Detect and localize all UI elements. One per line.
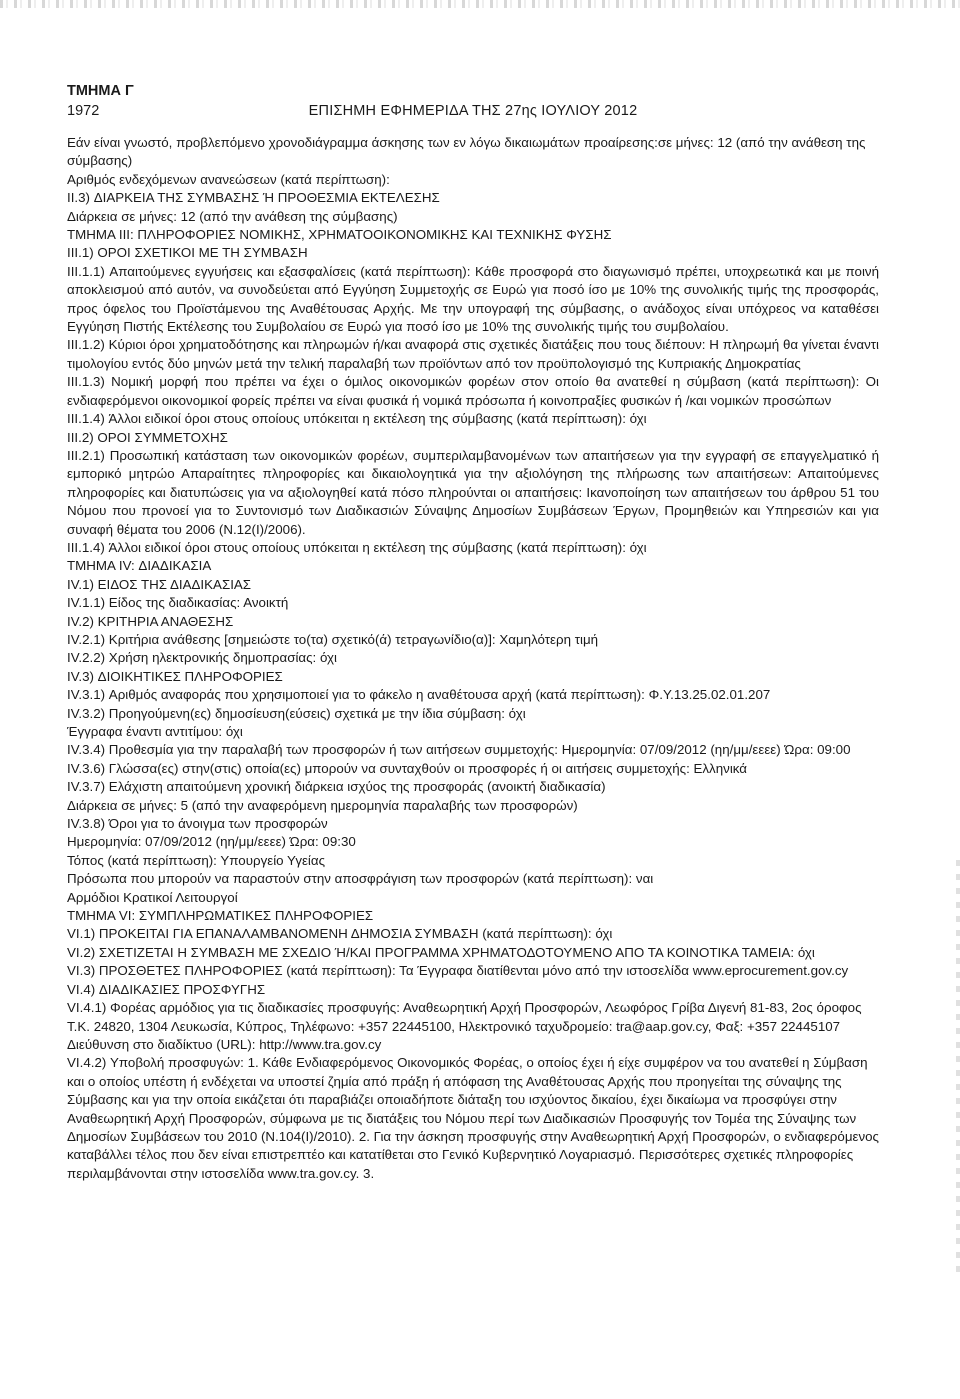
- paragraph: III.1) ΟΡΟΙ ΣΧΕΤΙΚΟΙ ΜΕ ΤΗ ΣΥΜΒΑΣΗ: [67, 245, 308, 261]
- paragraph: VI.4) ΔΙΑΔΙΚΑΣΙΕΣ ΠΡΟΣΦΥΓΗΣ: [67, 981, 266, 997]
- paragraph: ΤΜΗΜΑ IV: ΔΙΑΔΙΚΑΣΙΑ: [67, 558, 212, 574]
- paragraph: Αρμόδιοι Κρατικοί Λειτουργοί: [67, 889, 238, 905]
- paragraph: IV.3.1) Αριθμός αναφοράς που χρησιμοποιεί για το φάκελο η αναθέτουσα αρχή (κατά περίπτωση): Φ.Υ.13.25.02.01.207: [67, 687, 771, 703]
- paragraph: IV.2.1) Κριτήρια ανάθεσης [σημειώστε το(τα) σχετικό(ά) τετραγωνίδιο(α)]: Χαμηλότερη τιμή: [67, 631, 599, 647]
- paragraph: Εάν είναι γνωστό, προβλεπόμενο χρονοδιάγραμμα άσκησης των εν λόγω δικαιωμάτων προαίρεσης:σε μήνες: 12 (από την ανάθεση της σύμβασης): [67, 135, 866, 169]
- paragraph: IV.3.7) Ελάχιστη απαιτούμενη χρονική διάρκεια ισχύος της προσφοράς (ανοικτή διαδικασία): [67, 779, 606, 795]
- paragraph: III.2) ΟΡΟΙ ΣΥΜΜΕΤΟΧΗΣ: [67, 429, 228, 445]
- paragraph: III.1.3) Νομική μορφή που πρέπει να έχει ο όμιλος οικονομικών φορέων στον οποίο θα ανατεθεί η σύμβαση (κατά περίπτωση): Οι ενδιαφερόμενοι οικονομικοί φορείς πρέπει να είναι φυσικά ή νομικά πρόσωπα ή κοινοπραξίες φυσικών ή /και νομικών προσώπων: [67, 374, 879, 408]
- page-number: 1972: [67, 103, 100, 119]
- running-header: [67, 100, 879, 122]
- paragraph: VI.3) ΠΡΟΣΘΕΤΕΣ ΠΛΗΡΟΦΟΡΙΕΣ (κατά περίπτωση): Τα Έγγραφα διατίθενται μόνο από την ιστοσελίδα www.eprocurement.gov.cy: [67, 963, 849, 979]
- paragraph: ΤΜΗΜΑ VI: ΣΥΜΠΛΗΡΩΜΑΤΙΚΕΣ ΠΛΗΡΟΦΟΡΙΕΣ: [67, 908, 374, 924]
- paragraph: IV.1) ΕΙΔΟΣ ΤΗΣ ΔΙΑΔΙΚΑΣΙΑΣ: [67, 576, 252, 592]
- paragraph: IV.3) ΔΙΟΙΚΗΤΙΚΕΣ ΠΛΗΡΟΦΟΡΙΕΣ: [67, 668, 283, 684]
- paragraph: IV.3.4) Προθεσμία για την παραλαβή των προσφορών ή των αιτήσεων συμμετοχής: Ημερομηνία: 07/09/2012 (ηη/μμ/εεεε) Ώρα: 09:00: [67, 742, 851, 758]
- paragraph: Αριθμός ενδεχόμενων ανανεώσεων (κατά περίπτωση):: [67, 171, 390, 187]
- paragraph: IV.3.6) Γλώσσα(ες) στην(στις) οποία(ες) μπορούν να συνταχθούν οι προσφορές ή οι αιτήσεις συμμετοχής: Ελληνικά: [67, 760, 748, 776]
- paragraph: IV.2.2) Χρήση ηλεκτρονικής δημοπρασίας: όχι: [67, 650, 338, 666]
- journal-title: ΕΠΙΣΗΜΗ ΕΦΗΜΕΡΙΔΑ ΤΗΣ 27ης ΙΟΥΛΙΟΥ 2012: [308, 103, 638, 119]
- paragraph: Διάρκεια σε μήνες: 12 (από την ανάθεση της σύμβασης): [67, 208, 398, 224]
- paragraph: IV.3.8) Όροι για το άνοιγμα των προσφορών: [67, 816, 328, 832]
- paragraph: Ημερομηνία: 07/09/2012 (ηη/μμ/εεεε) Ώρα: 09:30: [67, 834, 356, 850]
- paragraph: II.3) ΔΙΑΡΚΕΙΑ ΤΗΣ ΣΥΜΒΑΣΗΣ Ή ΠΡΟΘΕΣΜΙΑ ΕΚΤΕΛΕΣΗΣ: [67, 190, 440, 206]
- paragraph: Έγγραφα έναντι αντιτίμου: όχι: [67, 724, 243, 739]
- scan-noise-top: [0, 0, 960, 8]
- paragraph: III.2.1) Προσωπική κατάσταση των οικονομικών φορέων, συμπεριλαμβανομένων των απαιτήσεων για την εγγραφή σε επαγγελματικό ή εμπορικό μητρώο Απαραίτητες πληροφορίες και δικαιολογητικά για την αξιολόγηση της πλήρωσης των απαιτήσεων: Απαιτούμενες πληροφορίες και διατυπώσεις για να αξιολογηθεί κατά πόσο πληρούνται οι απαιτήσεις: Ικανοποίηση των απαιτήσεων του άρθρου 51 του Νόμου που προνοεί για το Συντονισμό των Διαδικασιών Σύναψης Δημοσίων Συμβάσεων Έργων, Προμηθειών και Υπηρεσιών και για συναφή θέματα του 2006 (Ν.12(Ι)/2006).: [67, 447, 879, 537]
- paragraph: VI.4.2) Υποβολή προσφυγών: 1. Κάθε Ενδιαφερόμενος Οικονομικός Φορέας, ο οποίος έχει ή είχε συμφέρον να του ανατεθεί η Σύμβαση και ο οποίος υπέστη ή ενδέχεται να υποστεί ζημία από πράξη ή απόφαση της Αναθέτουσας Αρχής που προηγείται της σύναψης της Σύμβασης και για την οποία εικάζεται ότι παραβιάζει οποιαδήποτε διάταξη του ισχύοντος δικαίου, έχει δικαίωμα να προσφύγει στην Αναθεωρητική Αρχή Προσφορών, σύμφωνα με τις διατάξεις του Νόμου περί των Διαδικασιών Προσφυγής τον Τομέα της Σύναψης των Δημοσίων Συμβάσεων του 2010 (Ν.104(Ι)/2010). 2. Για την άσκηση προσφυγής στην Αναθεωρητική Αρχή Προσφορών, ο ενδιαφερόμενος καταβάλλει τέλος που δεν είναι επιστρεπτέο και κατατίθεται στο Γενικό Κυβερνητικό Λογαριασμό. Περισσότερες σχετικές πληροφορίες περιλαμβάνονται στην ιστοσελίδα www.tra.gov.cy. 3.: [67, 1055, 879, 1181]
- paragraph: VI.1) ΠΡΟΚΕΙΤΑΙ ΓΙΑ ΕΠΑΝΑΛΑΜΒΑΝΟΜΕΝΗ ΔΗΜΟΣΙΑ ΣΥΜΒΑΣΗ (κατά περίπτωση): όχι: [67, 926, 613, 942]
- gazette-page: [67, 82, 879, 1183]
- paragraph: Διάρκεια σε μήνες: 5 (από την αναφερόμενη ημερομηνία παραλαβής των προσφορών): [67, 797, 578, 813]
- paragraph: VI.2) ΣΧΕΤΙΖΕΤΑΙ Η ΣΥΜΒΑΣΗ ΜΕ ΣΧΕΔΙΟ Ή/ΚΑΙ ΠΡΟΓΡΑΜΜΑ ΧΡΗΜΑΤΟΔΟΤΟΥΜΕΝΟ ΑΠΟ ΤΑ ΚΟΙΝΟΤΙΚΑ ΤΑΜΕΙΑ: όχι: [67, 944, 815, 960]
- section-label: ΤΜΗΜΑ Γ: [67, 83, 134, 99]
- paragraph: VI.4.1) Φορέας αρμόδιος για τις διαδικασίες προσφυγής: Αναθεωρητική Αρχή Προσφορών, Λεωφόρος Γρίβα Διγενή 81-83, 2ος όροφος Τ.Κ. 24820, 1304 Λευκωσία, Κύπρος, Τηλέφωνο: +357 22445100, Ηλεκτρονικό ταχυδρομείο: tra@aap.gov.cy, Φαξ: +357 22445107: [67, 1000, 862, 1034]
- paragraph: III.1.2) Κύριοι όροι χρηματοδότησης και πληρωμών ή/και αναφορά στις σχετικές διατάξεις που τους διέπουν: Η πληρωμή θα γίνεται έναντι τιμολογίου εντός δύο μηνών μετά την τελική παραλαβή των προϊόντων από τον προϋπολογισμό της Κυπριακής Δημοκρατίας: [67, 337, 879, 371]
- paragraph: Διεύθυνση στο διαδίκτυο (URL): http://www.tra.gov.cy: [67, 1036, 382, 1052]
- paragraph: Τόπος (κατά περίπτωση): Υπουργείο Υγείας: [67, 852, 326, 868]
- scan-noise-right: [956, 860, 960, 1280]
- paragraph: Πρόσωπα που μπορούν να παραστούν στην αποσφράγιση των προσφορών (κατά περίπτωση): ναι: [67, 871, 654, 887]
- paragraph: III.1.4) Άλλοι ειδικοί όροι στους οποίους υπόκειται η εκτέλεση της σύμβασης (κατά περίπτωση): όχι: [67, 539, 647, 555]
- paragraph: IV.3.2) Προηγούμενη(ες) δημοσίευση(εύσεις) σχετικά με την ίδια σύμβαση: όχι: [67, 705, 526, 721]
- document-body: [67, 134, 879, 1183]
- paragraph: IV.2) ΚΡΙΤΗΡΙΑ ΑΝΑΘΕΣΗΣ: [67, 613, 234, 629]
- paragraph: III.1.4) Άλλοι ειδικοί όροι στους οποίους υπόκειται η εκτέλεση της σύμβασης (κατά περίπτωση): όχι: [67, 411, 647, 427]
- paragraph: ΤΜΗΜΑ III: ΠΛΗΡΟΦΟΡΙΕΣ ΝΟΜΙΚΗΣ, ΧΡΗΜΑΤΟΟΙΚΟΝΟΜΙΚΗΣ ΚΑΙ ΤΕΧΝΙΚΗΣ ΦΥΣΗΣ: [67, 227, 612, 243]
- paragraph: III.1.1) Απαιτούμενες εγγυήσεις και εξασφαλίσεις (κατά περίπτωση): Κάθε προσφορά στο διαγωνισμό πρέπει, υποχρεωτικά και με ποινή αποκλεισμού από αυτόν, να συνοδεύεται από Εγγύηση Συμμετοχής σε Ευρώ για ποσό ίσο με 10% της συνολικής τιμής της προσφοράς, προς όφελος του Προϊστάμενου της Αναθέτουσας Αρχής. Με την υπογραφή της σύμβασης, ο ανάδοχος είναι υπόχρεος να καταθέσει Εγγύηση Πιστής Εκτέλεσης του Συμβολαίου σε Ευρώ για ποσό ίσο με 10% της συνολικής τιμής του συμβολαίου.: [67, 263, 879, 335]
- paragraph: IV.1.1) Είδος της διαδικασίας: Ανοικτή: [67, 595, 289, 611]
